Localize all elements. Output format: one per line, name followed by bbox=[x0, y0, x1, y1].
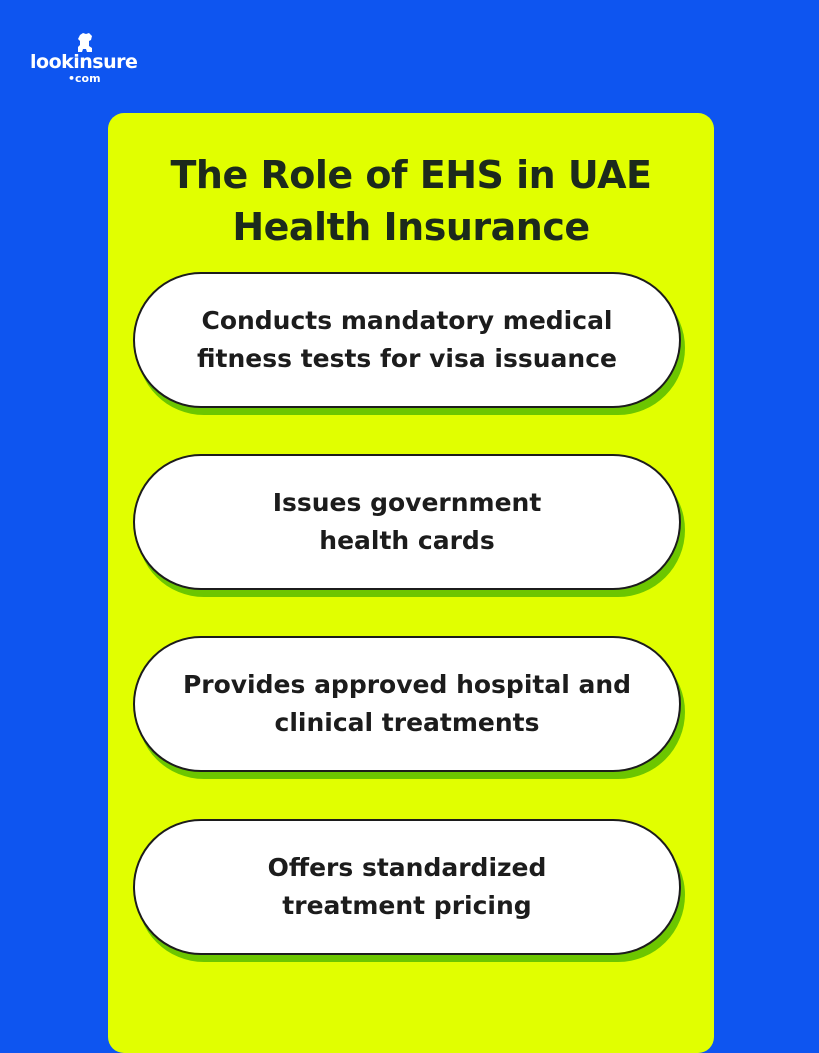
title-line-2: Health Insurance bbox=[232, 205, 590, 249]
brand-name: lookinsure bbox=[30, 51, 138, 73]
content-panel bbox=[108, 113, 714, 1053]
card-face bbox=[133, 454, 681, 590]
card-face bbox=[133, 636, 681, 772]
role-card-4 bbox=[133, 819, 685, 962]
brand-suffix: •com bbox=[68, 72, 101, 85]
card-text: Conducts mandatory medical fitness tests for visa issuance bbox=[197, 306, 617, 373]
role-card-3 bbox=[133, 636, 685, 779]
card-face bbox=[133, 819, 681, 955]
title-line-1: The Role of EHS in UAE bbox=[170, 153, 652, 197]
card-text: Provides approved hospital and clinical treatments bbox=[182, 670, 632, 737]
page-title bbox=[108, 149, 714, 253]
card-face bbox=[133, 272, 681, 408]
brand-logo bbox=[30, 32, 142, 90]
role-card-1 bbox=[133, 272, 685, 415]
role-card-2 bbox=[133, 454, 685, 597]
card-text: Offers standardized treatment pricing bbox=[267, 853, 547, 920]
card-text: Issues government health cards bbox=[272, 488, 542, 555]
